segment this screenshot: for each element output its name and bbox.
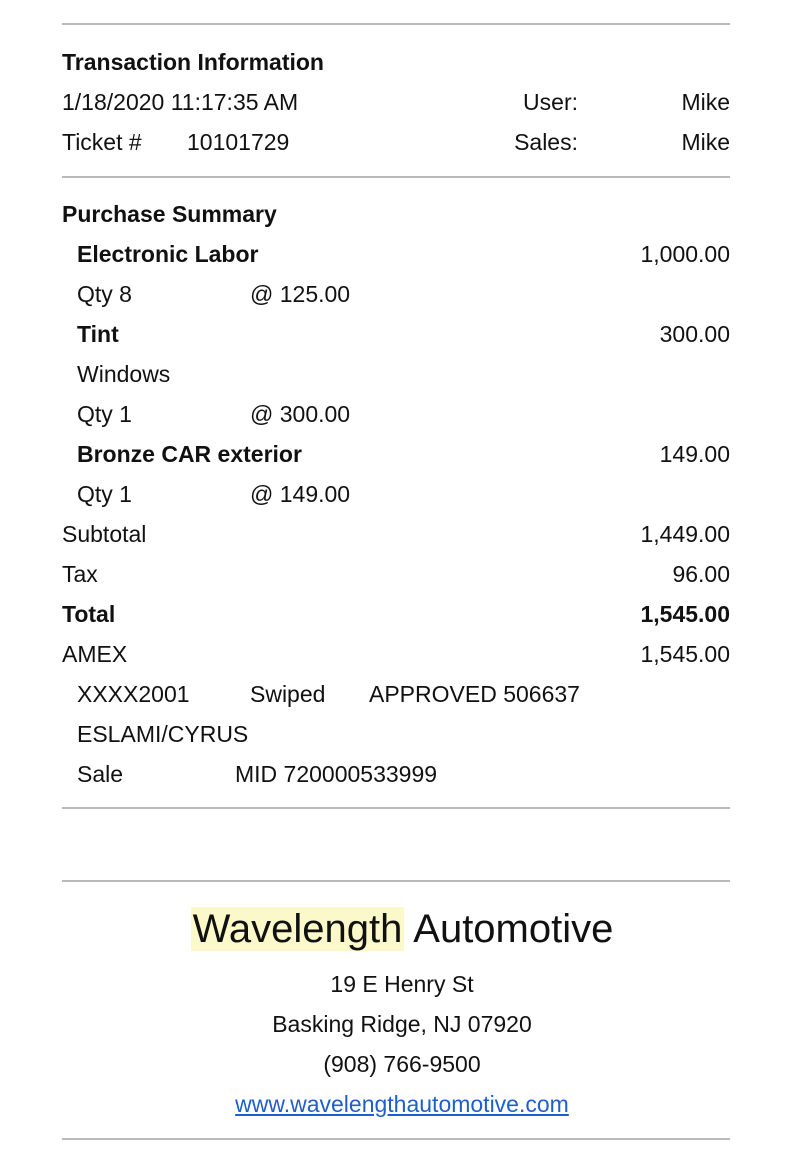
- total-value: 1,545.00: [640, 601, 730, 627]
- line-item-unit-price: @ 149.00: [250, 481, 351, 507]
- divider: [62, 807, 730, 809]
- transaction-datetime: 1/18/2020 11:17:35 AM: [62, 89, 299, 115]
- business-phone: (908) 766-9500: [323, 1051, 481, 1077]
- transaction-type: Sale: [77, 761, 124, 787]
- line-item-amount: 149.00: [659, 441, 730, 467]
- business-name: [0, 909, 804, 949]
- line-item-qty: Qty 8: [77, 281, 132, 307]
- payment-method: AMEX: [62, 641, 128, 667]
- ticket-number: 10101729: [187, 129, 290, 155]
- divider: [62, 176, 730, 178]
- line-item-unit-price: @ 300.00: [250, 401, 351, 427]
- business-address-line1: 19 E Henry St: [330, 971, 474, 997]
- divider: [62, 23, 730, 25]
- line-item-qty: Qty 1: [77, 401, 132, 427]
- approval-code: APPROVED 506637: [369, 681, 580, 707]
- divider: [62, 1138, 730, 1140]
- line-item-name: Tint: [77, 321, 119, 347]
- user-value: Mike: [681, 89, 730, 115]
- business-name-highlight: Wavelength: [192, 907, 403, 951]
- sales-label: Sales:: [514, 129, 578, 155]
- line-item-amount: 300.00: [659, 321, 730, 347]
- line-item-name: Bronze CAR exterior: [77, 441, 302, 467]
- merchant-id: MID 720000533999: [235, 761, 438, 787]
- user-label: User:: [523, 89, 578, 115]
- line-item-amount: 1,000.00: [640, 241, 730, 267]
- transaction-heading: Transaction Information: [62, 49, 324, 75]
- line-item-note: Windows: [77, 361, 171, 387]
- entry-method: Swiped: [250, 681, 326, 707]
- subtotal-label: Subtotal: [62, 521, 147, 547]
- subtotal-value: 1,449.00: [640, 521, 730, 547]
- sales-value: Mike: [681, 129, 730, 155]
- business-address-line2: Basking Ridge, NJ 07920: [272, 1011, 532, 1037]
- ticket-label: Ticket #: [62, 129, 142, 155]
- line-item-unit-price: @ 125.00: [250, 281, 351, 307]
- tax-label: Tax: [62, 561, 98, 587]
- line-item-name: Electronic Labor: [77, 241, 259, 267]
- tax-value: 96.00: [672, 561, 730, 587]
- payment-amount: 1,545.00: [640, 641, 730, 667]
- card-number: XXXX2001: [77, 681, 190, 707]
- purchase-summary-heading: Purchase Summary: [62, 201, 277, 227]
- website-link-row: [0, 1093, 804, 1116]
- divider: [62, 880, 730, 882]
- total-label: Total: [62, 601, 116, 627]
- line-item-qty: Qty 1: [77, 481, 132, 507]
- cardholder-name: ESLAMI/CYRUS: [77, 721, 249, 747]
- business-name-rest: Automotive: [404, 907, 614, 951]
- website-link[interactable]: www.wavelengthautomotive.com: [235, 1091, 569, 1117]
